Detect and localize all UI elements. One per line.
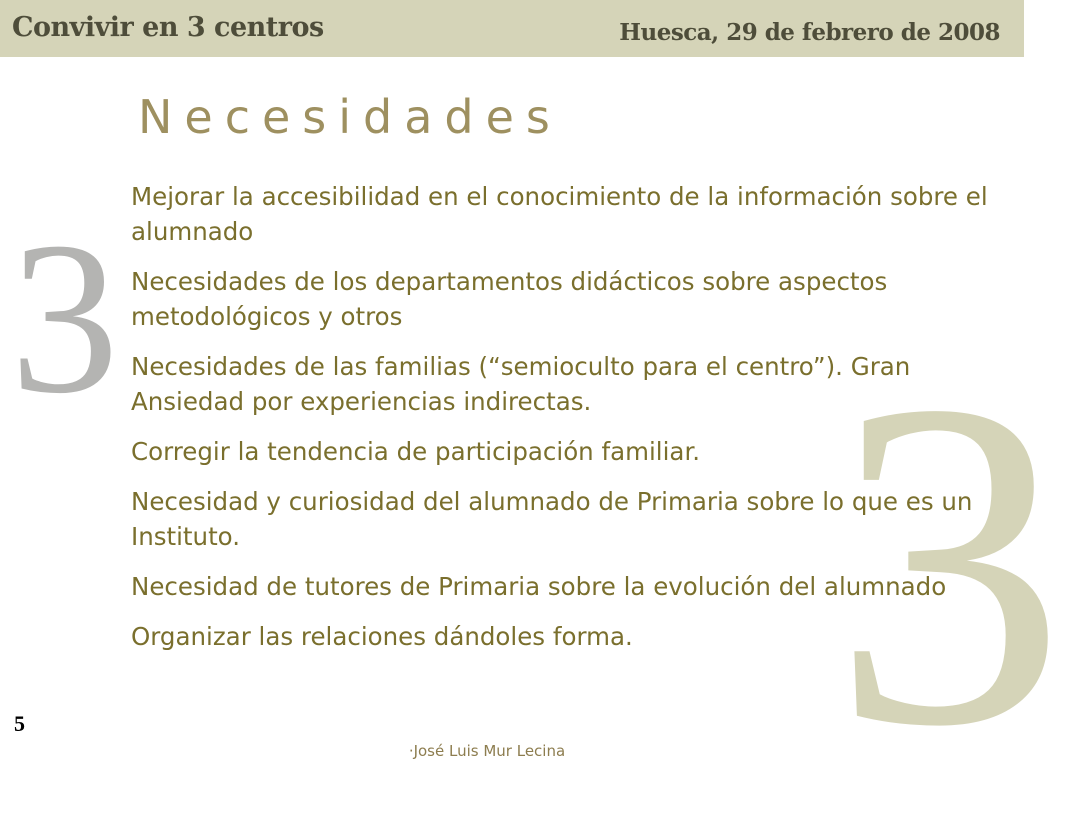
list-item: Necesidad de tutores de Primaria sobre la evolución del alumnado [131,572,947,601]
list-item: Necesidades de las familias (“semioculto para el centro”). Gran Ansiedad por experiencias indirectas. [131,352,911,416]
page-number: 5 [14,711,25,736]
slide-title: Necesidades [138,90,562,144]
header-bar [0,0,1024,57]
list-item: Necesidad y curiosidad del alumnado de Primaria sobre lo que es un Instituto. [131,487,973,551]
footer-author: ·José Luis Mur Lecina [408,742,566,760]
list-item: Organizar las relaciones dándoles forma. [131,622,633,651]
list-item: Corregir la tendencia de participación familiar. [131,437,701,466]
needs-list [131,179,1001,669]
header-date: Huesca, 29 de febrero de 2008 [619,19,1000,46]
list-item: Necesidades de los departamentos didácticos sobre aspectos metodológicos y otros [131,267,888,331]
header-title: Convivir en 3 centros [12,12,324,43]
decorative-numeral-right: 3 [832,305,1066,823]
list-item: Mejorar la accesibilidad en el conocimiento de la información sobre el alumnado [131,182,988,246]
decorative-numeral-left: 3 [10,198,119,439]
